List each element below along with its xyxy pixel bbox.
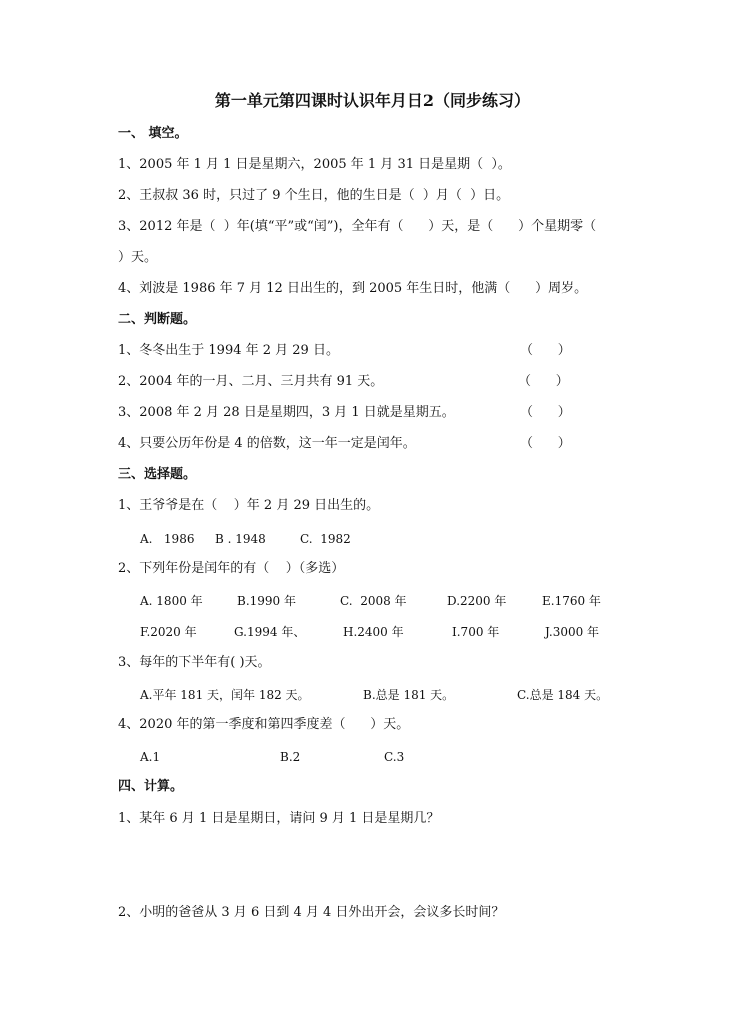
judge-answer-paren-4: （ ）: [520, 436, 571, 451]
choice-3-option-a: A.平年 181 天，闰年 182 天。: [140, 688, 310, 702]
choice-1-option-a: A. 1986: [140, 532, 195, 546]
choice-2-option-i: I.700 年: [452, 625, 500, 639]
page-title: 第一单元第四课时认识年月日2（同步练习）: [214, 91, 531, 110]
choice-2-option-c: C. 2008 年: [340, 594, 407, 608]
choice-4-option-a: A.1: [140, 750, 161, 764]
choice-1-option-c: C. 1982: [300, 532, 351, 546]
fill-question-4: 4、刘波是 1986 年 7 月 12 日出生的，到 2005 年生日时，他满（ ）周岁。: [118, 281, 588, 296]
judge-question-2: 2、2004 年的一月、二月、三月共有 91 天。: [118, 374, 384, 389]
choice-2-option-j: J.3000 年: [545, 625, 600, 639]
choice-3-option-c: C.总是 184 天。: [517, 688, 609, 702]
choice-2-option-g: G.1994 年、: [234, 625, 306, 639]
judge-answer-paren-1: （ ）: [520, 343, 571, 358]
section-2-heading: 二、判断题。: [118, 312, 197, 327]
section-3-heading: 三、选择题。: [118, 467, 197, 482]
choice-question-4: 4、2020 年的第一季度和第四季度差（ ）天。: [118, 717, 410, 732]
judge-question-3: 3、2008 年 2 月 28 日是星期四，3 月 1 日就是星期五。: [118, 405, 455, 420]
judge-answer-paren-3: （ ）: [520, 405, 571, 420]
choice-2-option-d: D.2200 年: [447, 594, 507, 608]
fill-question-3-line-1: 3、2012 年是（ ）年(填“平”或“闰”)，全年有（ ）天，是（ ）个星期零（: [118, 219, 597, 234]
judge-question-4: 4、只要公历年份是 4 的倍数，这一年一定是闰年。: [118, 436, 416, 451]
fill-question-3-line-2: ）天。: [118, 250, 158, 265]
choice-2-option-a: A. 1800 年: [140, 594, 203, 608]
fill-question-1: 1、2005 年 1 月 1 日是星期六，2005 年 1 月 31 日是星期（ ）。: [118, 157, 511, 172]
section-1-heading: 一、 填空。: [118, 126, 188, 141]
choice-question-3: 3、每年的下半年有( )天。: [118, 655, 271, 670]
calc-question-1: 1、某年 6 月 1 日是星期日，请问 9 月 1 日是星期几？: [118, 811, 440, 826]
choice-4-option-c: C.3: [384, 750, 405, 764]
judge-answer-paren-2: （ ）: [518, 374, 569, 389]
choice-3-option-b: B.总是 181 天。: [363, 688, 455, 702]
choice-1-option-b: B . 1948: [215, 532, 266, 546]
choice-4-option-b: B.2: [280, 750, 301, 764]
choice-2-option-b: B.1990 年: [237, 594, 296, 608]
fill-question-2: 2、王叔叔 36 时，只过了 9 个生日，他的生日是（ ）月（ ）日。: [118, 188, 510, 203]
calc-question-2: 2、小明的爸爸从 3 月 6 日到 4 月 4 日外出开会，会议多长时间？: [118, 905, 505, 920]
judge-question-1: 1、冬冬出生于 1994 年 2 月 29 日。: [118, 343, 339, 358]
choice-2-option-e: E.1760 年: [542, 594, 601, 608]
choice-2-option-f: F.2020 年: [140, 625, 197, 639]
section-4-heading: 四、计算。: [118, 779, 184, 794]
choice-2-option-h: H.2400 年: [343, 625, 404, 639]
choice-question-2: 2、下列年份是闰年的有（ ）（多选）: [118, 561, 345, 576]
choice-question-1: 1、王爷爷是在（ ）年 2 月 29 日出生的。: [118, 498, 380, 513]
